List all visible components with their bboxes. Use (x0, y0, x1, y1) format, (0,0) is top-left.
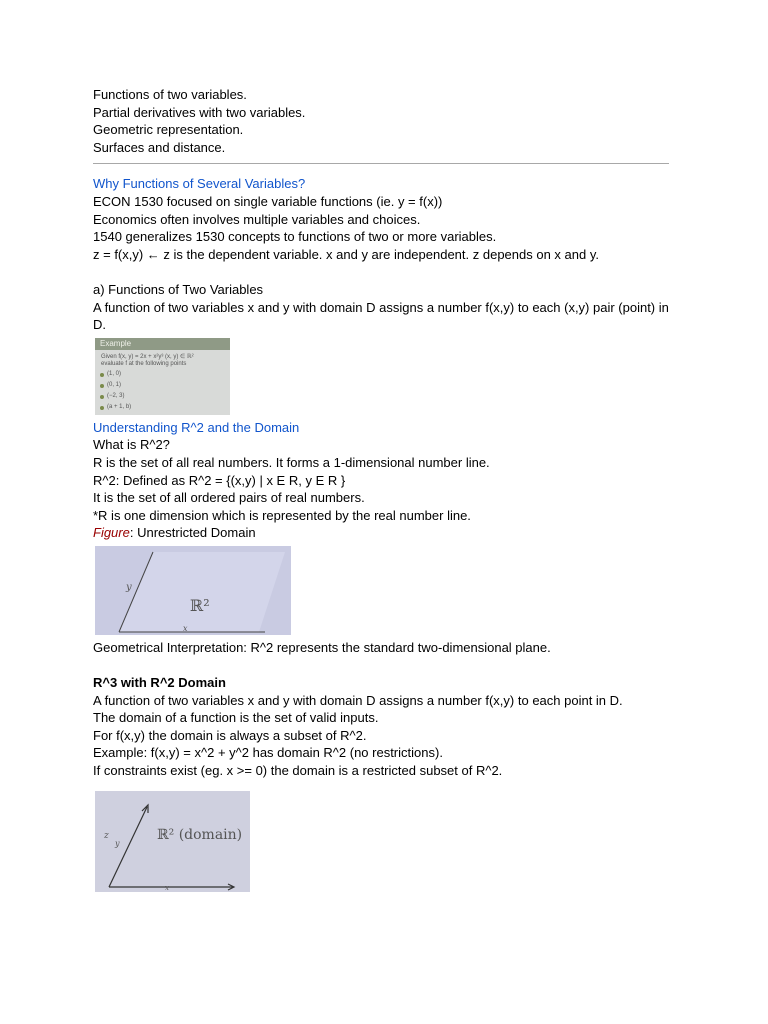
bullet-icon (100, 395, 104, 399)
figure-caption-text: : Unrestricted Domain (129, 525, 256, 541)
unrestricted-domain-image (95, 546, 291, 635)
why-line: z = f(x,y) ← z is the dependent variable. x and y are independent. z depends on x and y. (93, 246, 599, 262)
r3-line: A function of two variables x and y with domain D assigns a number f(x,y) to each point in D. (93, 692, 623, 708)
intro-line: Partial derivatives with two variables. (93, 104, 306, 120)
document-page (93, 86, 673, 892)
intro-line: Surfaces and distance. (93, 139, 226, 155)
why-line: Economics often involves multiple variables and choices. (93, 211, 421, 227)
example-image-header-label: Example (100, 338, 132, 348)
example-image-point: (a + 1, b) (107, 403, 132, 410)
r3-line: The domain of a function is the set of valid inputs. (93, 710, 379, 726)
r3-heading: R^3 with R^2 Domain (93, 675, 226, 691)
axis-y-label: y (115, 838, 120, 848)
understanding-line: It is the set of all ordered pairs of real numbers. (93, 490, 365, 506)
domain-label: ℝ² (domain) (157, 826, 243, 843)
understanding-heading: Understanding R^2 and the Domain (93, 419, 300, 435)
intro-line: Functions of two variables. (93, 87, 247, 102)
section-a-text: A function of two variables x and y with domain D assigns a number f(x,y) to each (x,y) pair (point) in D. (93, 299, 669, 333)
figure-label: Figure (93, 525, 130, 541)
domain-3d-image (95, 791, 250, 892)
figure-caption (93, 524, 673, 542)
intro-line: Geometric representation. (93, 122, 244, 138)
spacer (93, 656, 673, 674)
horizontal-divider (93, 163, 669, 164)
axis-y-label: y (126, 581, 132, 593)
why-heading: Why Functions of Several Variables? (93, 176, 306, 192)
axis-x-label: x (165, 883, 169, 892)
bullet-icon (100, 406, 104, 410)
r2-label: ℝ² (190, 595, 210, 615)
plane-diagram (95, 546, 291, 635)
example-image-header (95, 338, 230, 350)
example-image-point: (−2, 3) (107, 392, 125, 399)
spacer (93, 263, 673, 281)
understanding-line: *R is one dimension which is represented by the real number line. (93, 507, 471, 523)
example-image-text: Given f(x, y) = 2x + x²y³ (x, y) ∈ ℝ² (101, 353, 194, 360)
understanding-line: R^2: Defined as R^2 = {(x,y) | x E R, y E R } (93, 472, 346, 488)
why-line: ECON 1530 focused on single variable functions (ie. y = f(x)) (93, 193, 443, 209)
bullet-icon (100, 373, 104, 377)
example-image-point: (0, 1) (107, 381, 122, 388)
understanding-line: What is R^2? (93, 437, 170, 453)
understanding-line: R is the set of all real numbers. It forms a 1-dimensional number line. (93, 454, 490, 470)
why-line: 1540 generalizes 1530 concepts to functions of two or more variables. (93, 229, 497, 245)
axis-x-label: x (183, 623, 188, 633)
axis-z-label: z (104, 830, 109, 841)
r3-line: If constraints exist (eg. x >= 0) the domain is a restricted subset of R^2. (93, 763, 503, 779)
r3-line: Example: f(x,y) = x^2 + y^2 has domain R^2 (no restrictions). (93, 745, 443, 761)
r3-line: For f(x,y) the domain is always a subset of R^2. (93, 727, 367, 743)
bullet-icon (100, 384, 104, 388)
example-image-point: (1, 0) (107, 370, 122, 377)
geometric-line: Geometrical Interpretation: R^2 represents the standard two-dimensional plane. (93, 639, 551, 655)
section-a-heading: a) Functions of Two Variables (93, 281, 264, 297)
example-image-text: evaluate f at the following points (101, 360, 187, 367)
example-image (95, 338, 230, 415)
